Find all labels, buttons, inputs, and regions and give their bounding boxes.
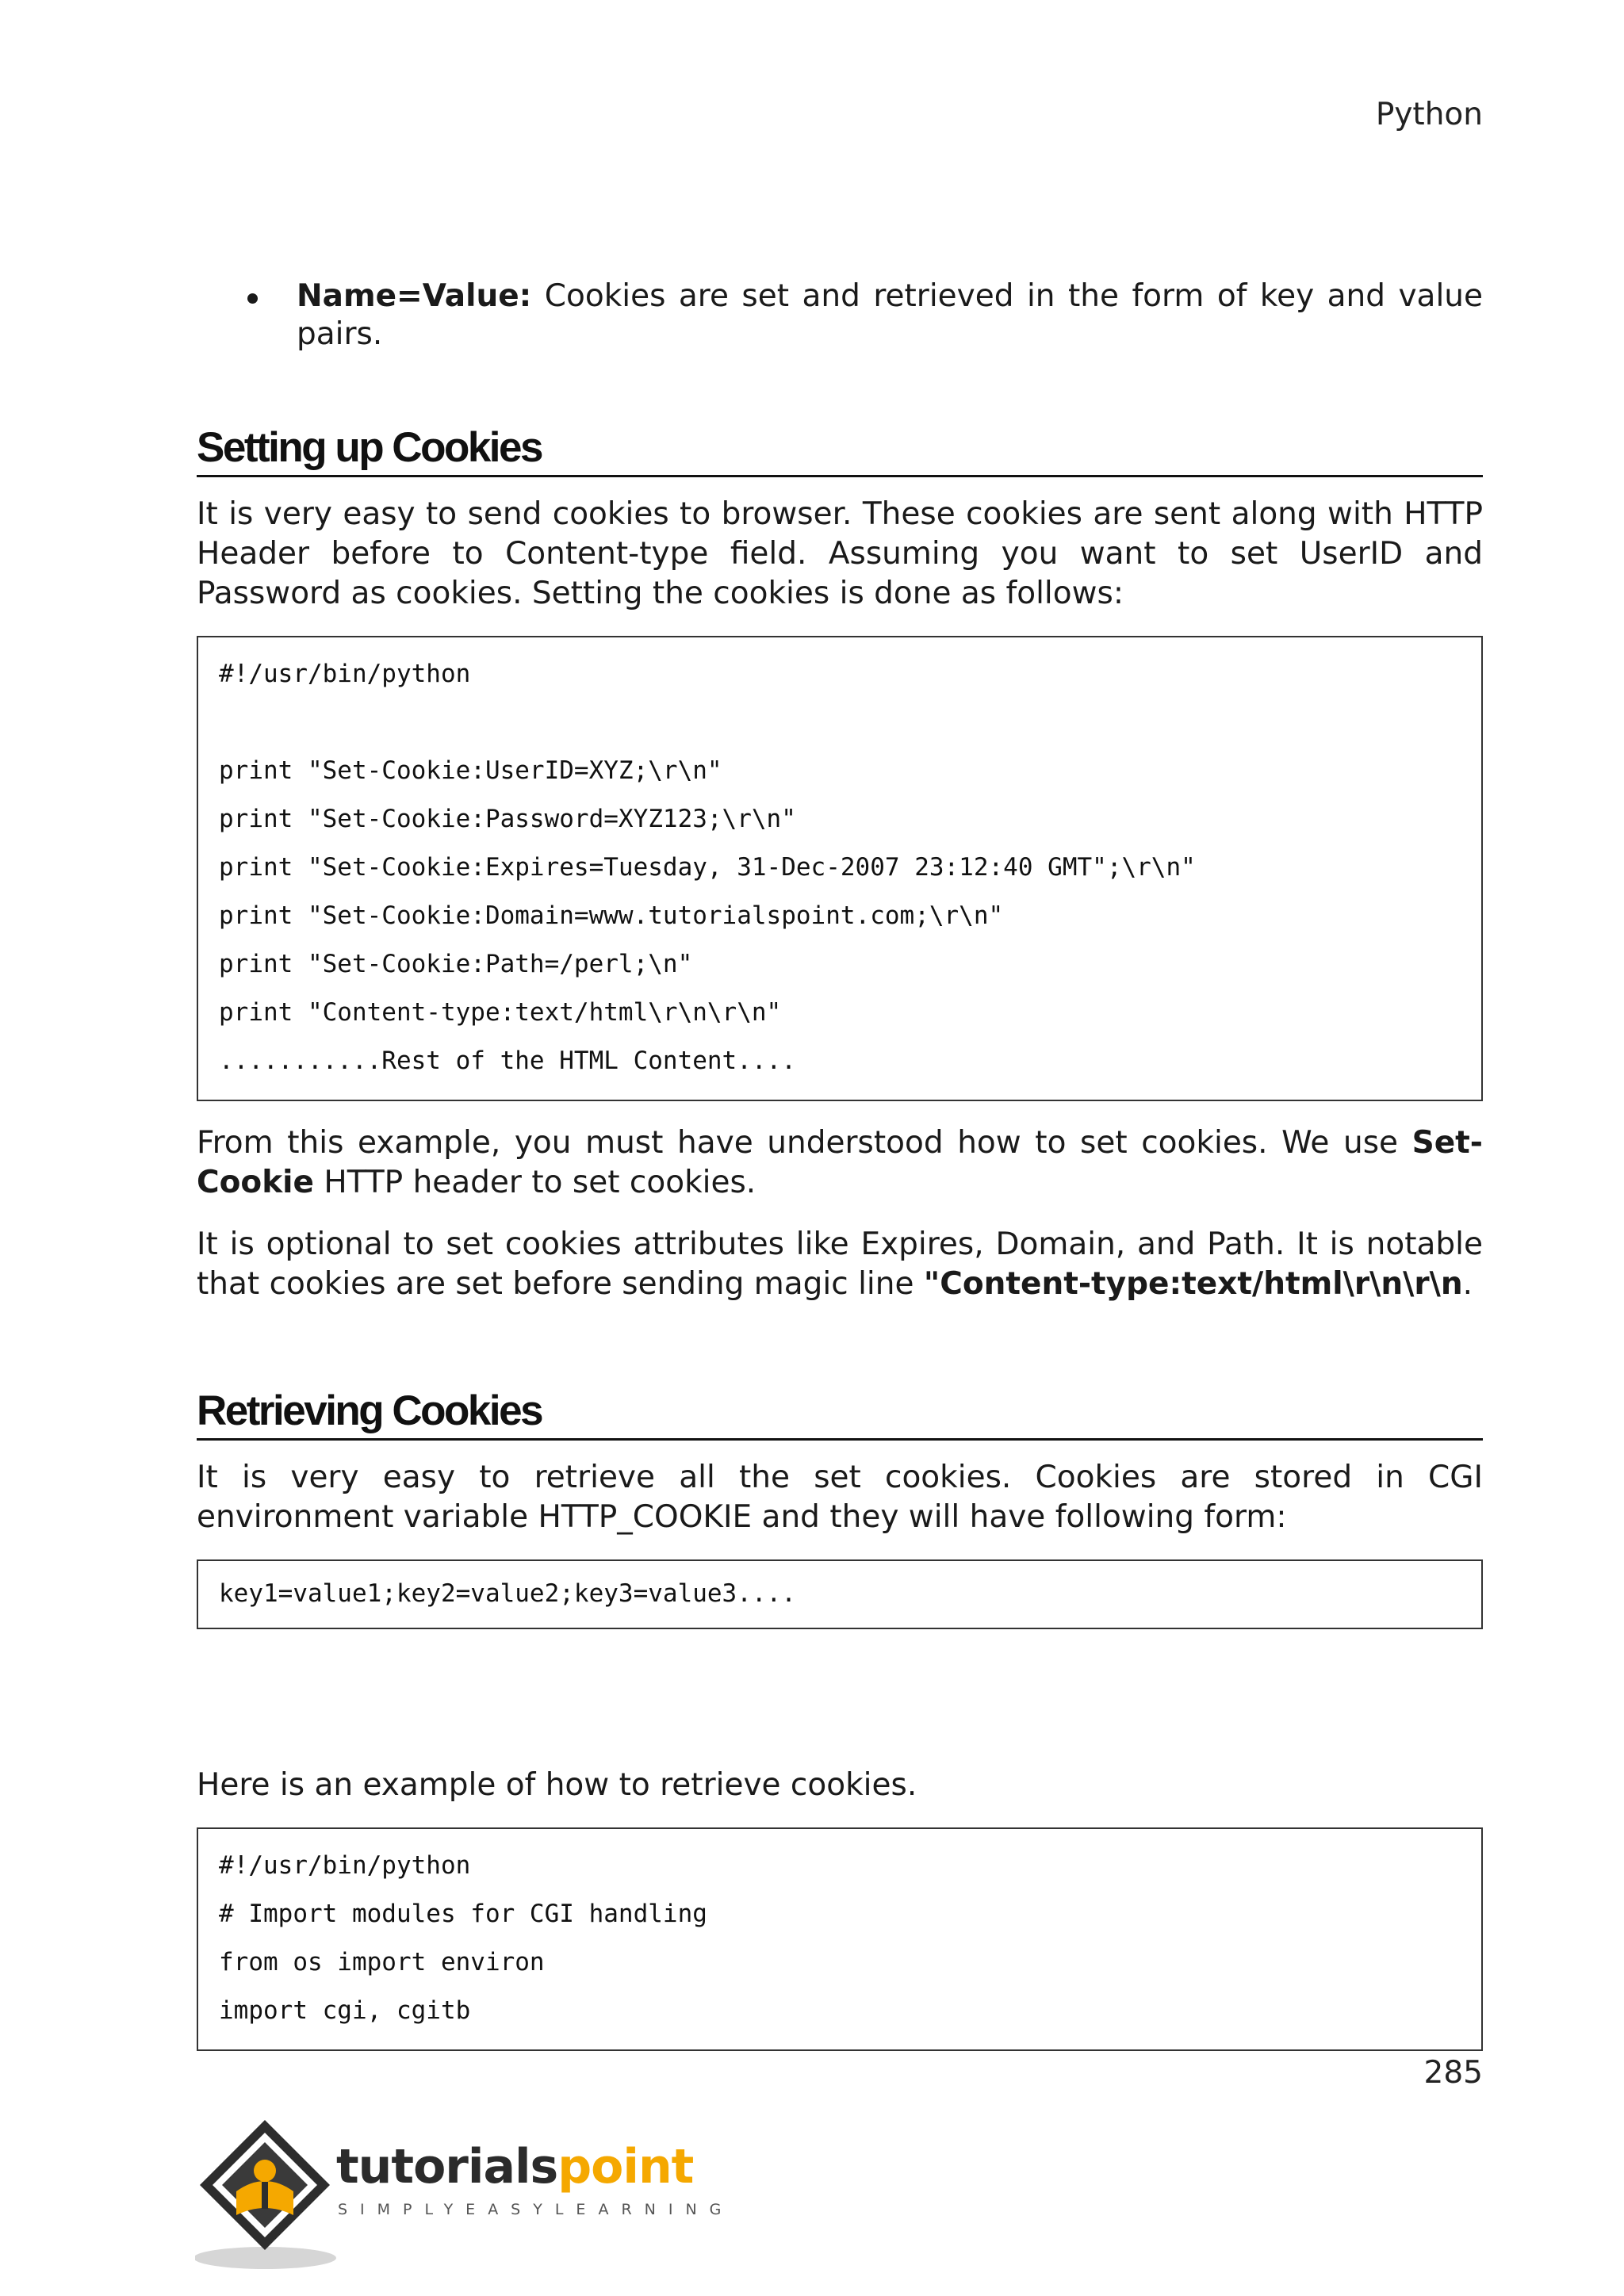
bullet-item-name-value	[197, 277, 1483, 354]
text-span: It is optional to set cookies attributes like Expires, Domain, and Path. It is notable that cookies are set before sending magic line	[197, 1226, 1483, 1302]
bullet-dot	[247, 293, 258, 304]
code-block-retrieve-cookies	[197, 1827, 1483, 2051]
code-line: print "Set-Cookie:Expires=Tuesday, 31-Dec-2007 23:12:40 GMT";\r\n"	[219, 853, 1196, 882]
code-line: print "Content-type:text/html\r\n\r\n"	[219, 998, 782, 1027]
bold-content-type-line: "Content-type:text/html\r\n\r\n	[923, 1266, 1463, 1302]
code-block-set-cookies	[197, 636, 1483, 1101]
code-line: #!/usr/bin/python	[219, 660, 471, 688]
heading-retrieving-cookies: Retrieving Cookies	[197, 1387, 1483, 1441]
code-line: print "Set-Cookie:UserID=XYZ;\r\n"	[219, 756, 722, 785]
logo-wordmark	[336, 2139, 693, 2195]
page-content	[197, 277, 1483, 2051]
heading-setting-up-cookies: Setting up Cookies	[197, 423, 1483, 477]
logo-word-tutorials: tutorials	[336, 2139, 558, 2195]
code-line: print "Set-Cookie:Path=/perl;\n"	[219, 950, 693, 978]
code-line: ...........Rest of the HTML Content....	[219, 1047, 796, 1075]
set-cookie-explanation	[197, 1123, 1483, 1203]
logo-tagline: SIMPLYEASYLEARNING	[338, 2201, 734, 2218]
retrieving-intro-paragraph: It is very easy to retrieve all the set cookies. Cookies are stored in CGI environment variable HTTP_COOKIE and they will have following form:	[197, 1460, 1483, 1535]
code-line: # Import modules for CGI handling	[219, 1900, 707, 1928]
code-line: import cgi, cgitb	[219, 1996, 471, 2025]
text-span: From this example, you must have understood how to set cookies. We use	[197, 1125, 1412, 1161]
text-span: HTTP header to set cookies.	[313, 1165, 756, 1200]
bullet-text: Cookies are set and retrieved in the form of key and value pairs.	[297, 278, 1483, 352]
code-line: print "Set-Cookie:Domain=www.tutorialspoint.com;\r\n"	[219, 901, 1004, 930]
running-header: Python	[1375, 97, 1483, 132]
text-span: .	[1462, 1266, 1473, 1302]
retrieve-example-intro: Here is an example of how to retrieve cookies.	[197, 1767, 917, 1803]
logo-diamond-icon	[195, 2115, 338, 2274]
code-line: #!/usr/bin/python	[219, 1851, 471, 1880]
code-line: key1=value1;key2=value2;key3=value3....	[219, 1579, 796, 1608]
bullet-term: Name=Value:	[297, 278, 532, 314]
setting-intro-paragraph: It is very easy to send cookies to browser. These cookies are sent along with HTTP Header before to Content-type field. Assuming you want to set UserID and Password as cookies. Setting the cookies is done as follows:	[197, 496, 1483, 611]
logo-word-point: point	[557, 2139, 694, 2195]
code-line: from os import environ	[219, 1948, 545, 1976]
page-number: 285	[1423, 2055, 1483, 2091]
tutorialspoint-logo	[195, 2115, 734, 2274]
code-block-cookie-form	[197, 1559, 1483, 1629]
bold-term-set-cookie: Set-Cookie	[197, 1125, 1483, 1200]
cookie-attributes-paragraph	[197, 1225, 1483, 1304]
code-line-blank	[219, 698, 1461, 747]
code-line: print "Set-Cookie:Password=XYZ123;\r\n"	[219, 805, 796, 833]
